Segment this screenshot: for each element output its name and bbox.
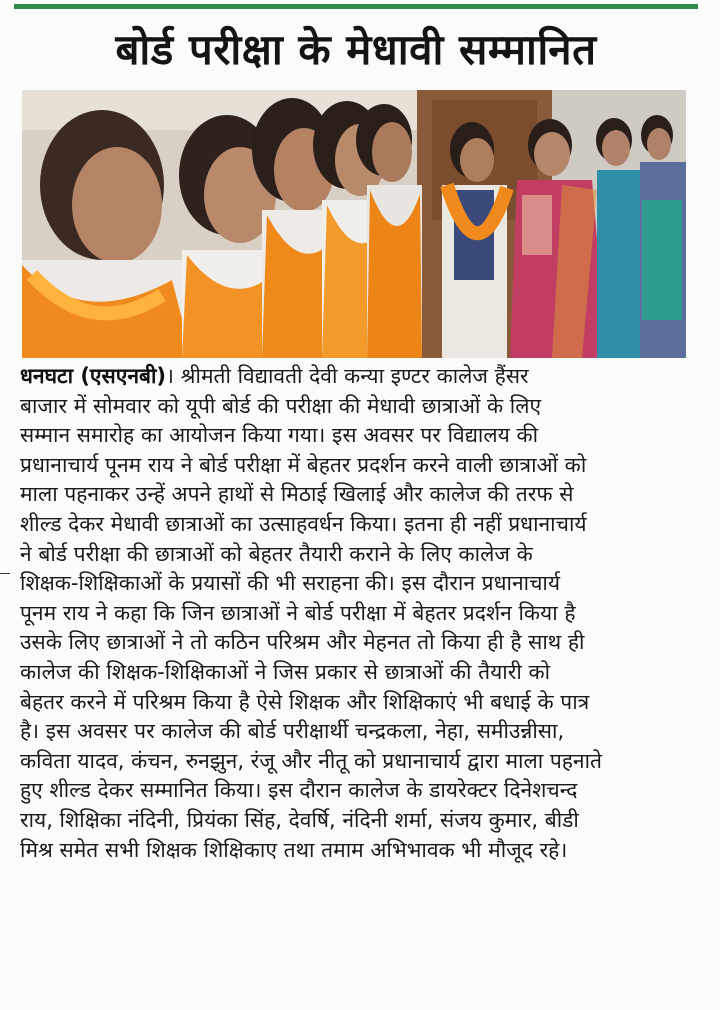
- article-line: बेहतर करने में परिश्रम किया है ऐसे शिक्षक और शिक्षिकाएं भी बधाई के पात्र: [20, 689, 590, 714]
- article-line: बाजार में सोमवार को यूपी बोर्ड की परीक्षा की मेधावी छात्राओं के लिए: [20, 393, 542, 418]
- article-line: सम्मान समारोह का आयोजन किया गया। इस अवसर पर विद्यालय की: [20, 423, 539, 448]
- article-line: मिश्र समेत सभी शिक्षक शिक्षिकाए तथा तमाम अभिभावक भी मौजूद रहे।: [20, 837, 568, 862]
- article-line: उसके लिए छात्राओं ने तो कठिन परिश्रम और मेहनत तो किया ही है साथ ही: [20, 630, 585, 655]
- dateline: धनघटा (एसएनबी): [20, 364, 167, 388]
- article-line: कविता यादव, कंचन, रुनझुन, रंजू और नीतू को प्रधानाचार्य द्वारा माला पहनाते: [20, 748, 602, 773]
- article-line: हुए शील्ड देकर सम्मानित किया। इस दौरान कालेज के डायरेक्टर दिनेशचन्द: [20, 778, 578, 803]
- headline: बोर्ड परीक्षा के मेधावी सम्मानित: [115, 25, 597, 74]
- article-body: [20, 362, 692, 865]
- margin-mark: [0, 573, 10, 574]
- article-line: है। इस अवसर पर कालेज की बोर्ड परीक्षार्थी चन्द्रकला, नेहा, समीउन्नीसा,: [20, 719, 565, 744]
- students-group: [22, 98, 422, 358]
- article-line: कालेज की शिक्षक-शिक्षिकाओं ने जिस प्रकार से छात्राओं की तैयारी को: [20, 659, 551, 684]
- article-line: ने बोर्ड परीक्षा की छात्राओं को बेहतर तैयारी कराने के लिए कालेज के: [20, 541, 533, 566]
- article-line: पूनम राय ने कहा कि जिन छात्राओं ने बोर्ड परीक्षा में बेहतर प्रदर्शन किया है: [20, 600, 576, 625]
- article-line-text: । श्रीमती विद्यावती देवी कन्या इण्टर कालेज हैंसर: [166, 364, 529, 388]
- news-photo: [22, 90, 686, 358]
- article-line: राय, शिक्षिका नंदिनी, प्रियंका सिंह, देवर्षि, नंदिनी शर्मा, संजय कुमार, बीडी: [20, 807, 579, 832]
- article-line: प्रधानाचार्य पूनम राय ने बोर्ड परीक्षा में बेहतर प्रदर्शन करने वाली छात्राओं को: [20, 452, 587, 477]
- article-line: शील्ड देकर मेधावी छात्राओं का उत्साहवर्धन किया। इतना ही नहीं प्रधानाचार्य: [20, 511, 587, 536]
- top-green-rule: [14, 4, 698, 9]
- article-line: माला पहनाकर उन्हें अपने हाथों से मिठाई खिलाई और कालेज की तरफ से: [20, 482, 574, 507]
- ceremony-group: [442, 115, 686, 358]
- article-line: शिक्षक-शिक्षिकाओं के प्रयासों की भी सराहना की। इस दौरान प्रधानाचार्य: [20, 571, 561, 596]
- article-line: [20, 362, 692, 392]
